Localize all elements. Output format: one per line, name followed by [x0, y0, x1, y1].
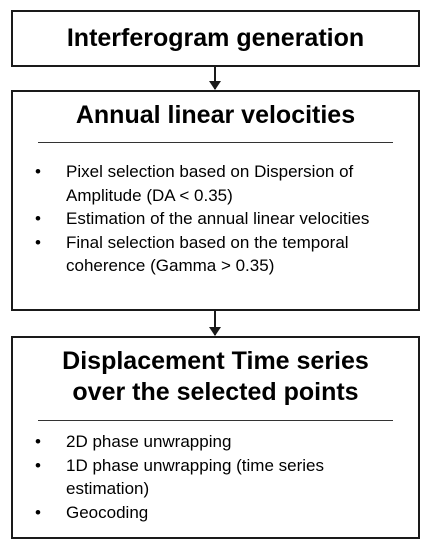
step-title-line: Displacement Time series: [62, 347, 369, 375]
list-item: [13, 430, 418, 454]
step-title: Annual linear velocities: [75, 101, 356, 129]
list-item-text: Geocoding: [66, 502, 149, 522]
list-item: [13, 454, 418, 501]
bullet-icon: •: [35, 455, 41, 475]
step-box-displacement-time-series: [11, 336, 420, 539]
step-title-line: over the selected points: [72, 378, 359, 406]
bullet-list: [13, 160, 418, 278]
list-item: [13, 501, 418, 525]
bullet-icon: •: [35, 162, 41, 181]
list-item: [13, 207, 418, 231]
flow-arrow: [214, 311, 216, 335]
list-item-text: Pixel selection based on Dispersion of Amplitude (DA < 0.35): [66, 162, 354, 205]
step-box-interferogram-generation: [11, 10, 420, 67]
bullet-icon: •: [35, 432, 41, 451]
step-title: [13, 346, 418, 408]
bullet-icon: •: [35, 232, 41, 252]
title-divider: [38, 142, 393, 143]
list-item: [13, 231, 418, 278]
bullet-icon: •: [35, 209, 41, 228]
list-item-text: 2D phase unwrapping: [66, 432, 232, 451]
step-box-annual-linear-velocities: [11, 90, 420, 311]
arrow-head-icon: [209, 327, 221, 336]
step-title: Interferogram generation: [66, 24, 365, 52]
title-divider: [38, 420, 393, 421]
bullet-list: [13, 430, 418, 524]
list-item: [13, 160, 418, 207]
list-item-text: Final selection based on the temporal coherence (Gamma > 0.35): [66, 232, 349, 275]
flow-arrow: [214, 67, 216, 89]
list-item-text: 1D phase unwrapping (time series estimation): [66, 455, 324, 498]
arrow-head-icon: [209, 81, 221, 90]
bullet-icon: •: [35, 502, 41, 522]
list-item-text: Estimation of the annual linear velocities: [66, 209, 370, 228]
